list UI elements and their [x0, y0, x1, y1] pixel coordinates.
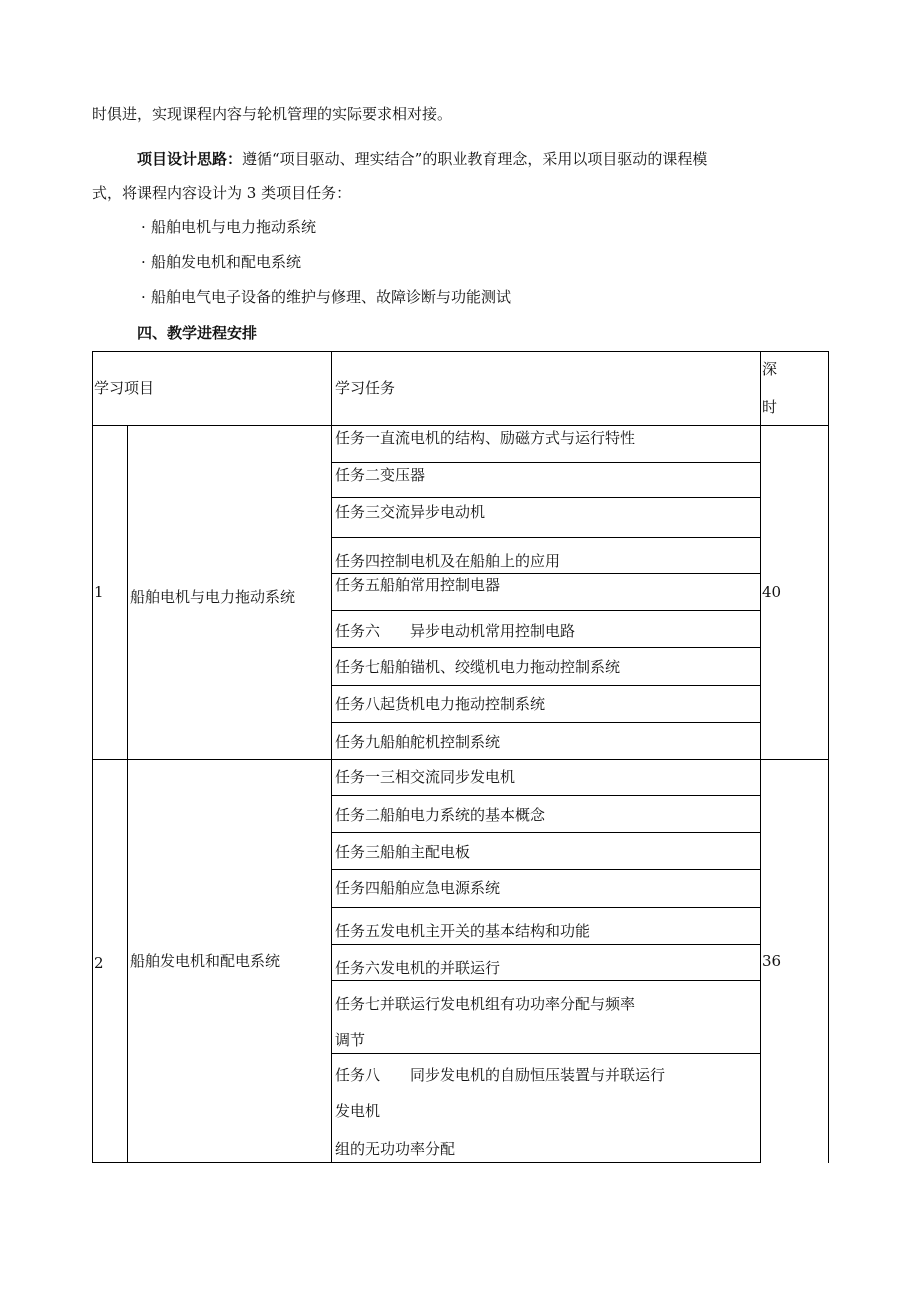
row1-task: 任务九船舶舵机控制系统: [335, 733, 501, 751]
row1-project: 船舶电机与电力拖动系统: [130, 588, 296, 606]
table-row1-bottom: [92, 759, 829, 760]
row2-hours: 36: [762, 952, 782, 970]
table-border-top: [92, 351, 829, 352]
design-text-line1: 遵循“项目驱动、理实结合”的职业教育理念，采用以项目驱动的课程模: [242, 150, 708, 168]
row1-task: 任务二变压器: [335, 466, 426, 484]
row1-task: 任务七船舶锚机、绞缆机电力拖动控制系统: [335, 658, 621, 676]
row1-task: 任务五船舶常用控制电器: [335, 576, 501, 594]
row2-task: 任务三船舶主配电板: [335, 843, 471, 861]
task-divider: [331, 832, 760, 833]
row2-task: 任务七并联运行发电机组有功功率分配与频率: [335, 995, 636, 1013]
row1-task: 任务四控制电机及在船舶上的应用: [335, 552, 561, 570]
header-hours-line2: 时: [762, 398, 778, 416]
intro-line: 时俱进，实现课程内容与轮机管理的实际要求相对接。: [92, 105, 453, 123]
row2-task: 任务一三相交流同步发电机: [335, 768, 516, 786]
row1-task: 任务八起货机电力拖动控制系统: [335, 695, 546, 713]
task-divider: [331, 573, 760, 574]
bullet-item-2: [141, 252, 301, 272]
table-border-bottom: [92, 1162, 760, 1163]
table-border-right: [828, 351, 829, 1163]
table-col-num-divider: [127, 425, 128, 1163]
task-divider: [331, 497, 760, 498]
bullet-dot: ·: [141, 288, 146, 306]
task-divider: [331, 1053, 760, 1054]
bullet-item-3: [141, 287, 511, 307]
table-col-hours-divider: [760, 351, 761, 1163]
design-text-line2: 式，将课程内容设计为 3 类项目任务：: [92, 184, 352, 202]
table-border-left: [92, 351, 93, 1163]
header-hours-line1: 深: [762, 360, 778, 378]
task-divider: [331, 685, 760, 686]
header-task: 学习任务: [335, 379, 396, 397]
task-divider: [331, 462, 760, 463]
bullet-text: 船舶电气电子设备的维护与修理、故障诊断与功能测试: [151, 288, 512, 306]
row2-task-continued: 组的无功功率分配: [335, 1140, 456, 1158]
bullet-dot: ·: [141, 218, 146, 236]
row2-task-continued: 发电机: [335, 1102, 381, 1120]
design-paragraph-line1: [137, 149, 707, 169]
row2-project: 船舶发电机和配电系统: [130, 952, 281, 970]
bullet-item-1: [141, 217, 316, 237]
row2-number: 2: [94, 954, 104, 972]
bullet-dot: ·: [141, 253, 146, 271]
section-title: 四、教学进程安排: [137, 324, 258, 342]
task-divider: [331, 869, 760, 870]
row2-task: 任务二船舶电力系统的基本概念: [335, 806, 546, 824]
table-header-bottom: [92, 425, 829, 426]
row1-task: 任务六 异步电动机常用控制电路: [335, 622, 576, 640]
bullet-text: 船舶发电机和配电系统: [151, 253, 302, 271]
design-label: 项目设计思路：: [137, 150, 243, 168]
row1-number: 1: [94, 583, 104, 601]
task-divider: [331, 980, 760, 981]
row2-task: 任务八 同步发电机的自励恒压装置与并联运行: [335, 1066, 666, 1084]
task-divider: [331, 610, 760, 611]
task-divider: [331, 647, 760, 648]
row1-hours: 40: [762, 583, 782, 601]
task-divider: [331, 907, 760, 908]
row1-task: 任务三交流异步电动机: [335, 503, 486, 521]
task-divider: [331, 795, 760, 796]
row2-task-continued: 调节: [335, 1031, 366, 1049]
task-divider: [331, 722, 760, 723]
task-divider: [331, 944, 760, 945]
header-project: 学习项目: [94, 379, 155, 397]
row2-task: 任务四船舶应急电源系统: [335, 879, 501, 897]
bullet-text: 船舶电机与电力拖动系统: [151, 218, 317, 236]
table-col-task-divider: [331, 351, 332, 1163]
row1-task: 任务一直流电机的结构、励磁方式与运行特性: [335, 429, 636, 447]
task-divider: [331, 537, 760, 538]
row2-task: 任务五发电机主开关的基本结构和功能: [335, 922, 591, 940]
row2-task: 任务六发电机的并联运行: [335, 959, 501, 977]
